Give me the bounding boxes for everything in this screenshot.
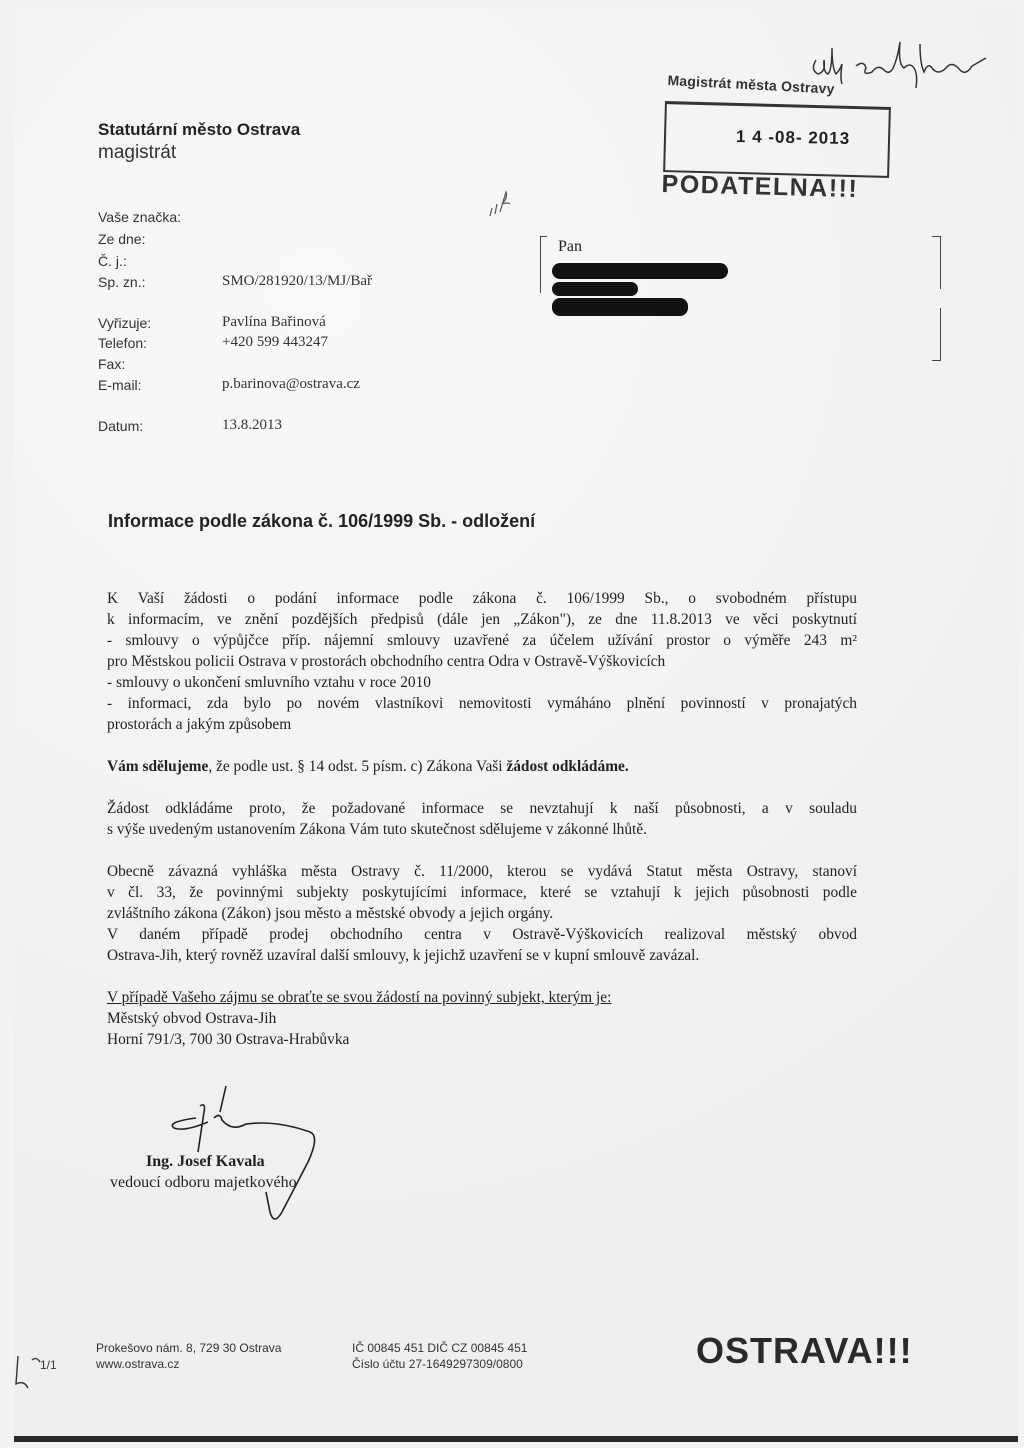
value-telefon: +420 599 443247 [222,334,328,350]
footer-address: Prokešovo nám. 8, 729 30 Ostrava [96,1341,282,1355]
redaction-bar [552,263,728,279]
paragraph-referral [107,987,857,1050]
text-line: - smlouvy o ukončení smluvního vztahu v roce 2010 [107,674,432,691]
text-line: Obecně závazná vyhláška města Ostravy č. 11/2000, kterou se vydává Statut města Ostravy, stanoví [107,863,857,880]
text-line: Městský obvod Ostrava-Jih [107,1010,277,1027]
text-line: prostorách a jakým způsobem [107,716,292,733]
text-line: Horní 791/3, 700 30 Ostrava-Hrabůvka [107,1031,350,1048]
text-span: , že podle ust. § 14 odst. 5 písm. c) Zákona Vaši [208,758,507,775]
signatory-role: vedoucí odboru majetkového [110,1174,297,1191]
redaction-bar [552,282,638,296]
label-telefon: Telefon: [98,335,148,351]
text-line: k informacím, ve znění pozdějších předpisů (dále jen „Zákon"), ze dne 11.8.2013 ve věci poskytnutí [107,611,857,628]
stamp-podatelna: PODATELNA!!! [661,170,859,204]
text-line: K Vaší žádosti o podání informace podle zákona č. 106/1999 Sb., o svobodném přístupu [107,590,857,607]
text-line: zvláštního zákona (Zákon) jsou město a městské obvody a jejich orgány. [107,905,554,922]
stamp-date: 1 4 -08- 2013 [735,127,851,148]
recipient-salutation: Pan [558,238,582,255]
text-line: - informaci, zda bylo po novém vlastníkovi nemovitosti vymáháno plnění povinností v pronajatých [107,695,857,712]
text-line: v čl. 33, že povinnými subjekty poskytujícími informace, které se vztahují k jejich působnosti podle [107,884,857,901]
footer-web: www.ostrava.cz [96,1357,180,1371]
text-line: - smlouvy o výpůjčce příp. nájemní smlouvy uzavřené za účelem užívání prostor o výměře 243 m² [107,632,857,649]
signatory-name: Ing. Josef Kavala [146,1153,265,1170]
bold-text: Vám sdělujeme [107,758,209,775]
margin-mark [4,1346,44,1416]
handwritten-note [808,40,1020,110]
page-number: 1/1 [40,1358,57,1372]
text-line: s výše uvedeným ustanovením Zákona Vám tuto skutečnost sdělujeme v zákonné lhůtě. [107,821,647,838]
paragraph-statute [107,861,857,966]
org-subtitle: magistrát [98,142,177,163]
label-fax: Fax: [98,356,126,372]
value-spzn: SMO/281920/13/MJ/Bař [222,273,373,289]
paragraph-reason [107,798,857,840]
text-line: pro Městskou policii Ostrava v prostorách obchodního centra Odra v Ostravě-Výškovicích [107,653,666,670]
pen-mark [486,188,516,220]
bold-text: žádost odkládáme. [506,758,629,775]
label-cj: Č. j.: [98,253,127,269]
text-line: V daném případě prodej obchodního centra v Ostravě-Výškovicích realizoval městský obvod [107,926,857,943]
label-datum: Datum: [98,418,144,434]
label-vase-znacka: Vaše značka: [98,209,182,225]
scan-edge [14,1436,1018,1442]
value-email: p.barinova@ostrava.cz [222,376,360,392]
document-title: Informace podle zákona č. 106/1999 Sb. - odložení [108,511,536,531]
footer-ids-block [352,1340,527,1372]
label-email: E-mail: [98,377,142,393]
text-line: V případě Vašeho zájmu se obraťte se svou žádostí na povinný subjekt, kterým je: [107,989,612,1006]
footer-account: Číslo účtu 27-1649297309/0800 [352,1357,523,1371]
ostrava-logo: OSTRAVA!!! [696,1330,913,1371]
text-line: Žádost odkládáme proto, že požadované informace se nevztahují k naší působnosti, a v souladu [107,800,857,817]
value-vyrizuje: Pavlína Bařinová [222,314,326,330]
footer-ids: IČ 00845 451 DIČ CZ 00845 451 [352,1341,528,1355]
stamp-heading: Magistrát města Ostravy [667,72,836,97]
label-vyrizuje: Vyřizuje: [98,315,152,331]
address-bracket-right-top [932,236,941,289]
address-bracket-right-bottom [932,308,941,361]
paragraph-request [107,588,857,735]
label-spzn: Sp. zn.: [98,274,146,290]
footer-address-block [96,1340,281,1372]
text-line: Ostrava-Jih, který rovněž uzavíral další smlouvy, k jejichž uzavření se v kupní smlouvě zavázal. [107,947,700,964]
redaction-bar [552,298,688,316]
label-ze-dne: Ze dne: [98,231,146,247]
address-bracket-left [540,236,547,293]
paragraph-decision [107,756,857,777]
org-name: Statutární město Ostrava [98,120,301,139]
value-datum: 13.8.2013 [222,417,282,433]
